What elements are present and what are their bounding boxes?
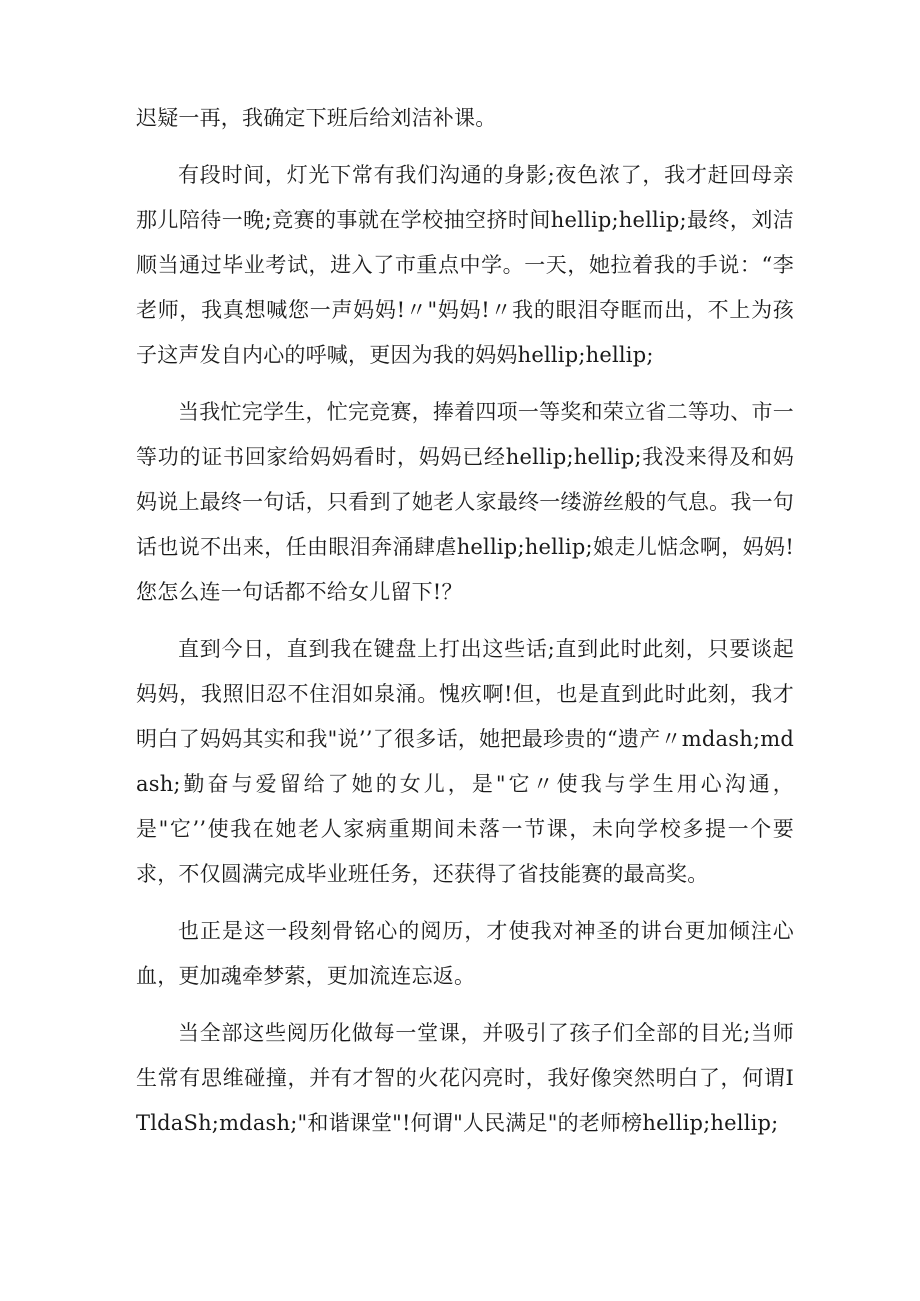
paragraph-4: 直到今日，直到我在键盘上打出这些话;直到此时此刻，只要谈起妈妈，我照旧忍不住泪如泉涌。愧疚啊!但，也是直到此时此刻，我才明白了妈妈其实和我"说’’了很多话，她把最珍贵的“遗产〃mdash;mdash;勤奋与爱留给了她的女儿，是"它〃使我与学生用心沟通，是"它’’使我在她老人家病重期间未落一节课，未向学校多提一个要求，不仅圆满完成毕业班任务，还获得了省技能赛的最高奖。 <box>136 637 794 886</box>
paragraph-2: 有段时间，灯光下常有我们沟通的身影;夜色浓了，我才赶回母亲那儿陪待一晚;竞赛的事就在学校抽空挤时间hellip;hellip;最终，刘洁顺当通过毕业考试，进入了市重点中学。一天，她拉着我的手说：“李老师，我真想喊您一声妈妈!〃"妈妈!〃我的眼泪夺眶而出，不上为孩子这声发自内心的呼喊，更因为我的妈妈hellip;hellip; <box>136 163 794 367</box>
document-body <box>136 96 794 1158</box>
paragraph-5: 也正是这一段刻骨铭心的阅历，才使我对神圣的讲台更加倾注心血，更加魂牵梦萦，更加流连忘返。 <box>136 919 794 988</box>
paragraph-6: 当全部这些阅历化做每一堂课，并吸引了孩子们全部的目光;当师生常有思维碰撞，并有才智的火花闪亮时，我好像突然明白了，何谓ITldaSh;mdash;"和谐课堂"!何谓"人民满足"的老师榜hellip;hellip; <box>136 1021 794 1135</box>
paragraph-1: 迟疑一再，我确定下班后给刘洁补课。 <box>136 106 497 130</box>
paragraph-3: 当我忙完学生，忙完竞赛，捧着四项一等奖和荣立省二等功、市一等功的证书回家给妈妈看时，妈妈已经hellip;hellip;我没来得及和妈妈说上最终一句话，只看到了她老人家最终一缕游丝般的气息。我一句话也说不出来，任由眼泪奔涌肆虐hellip;hellip;娘走儿惦念啊，妈妈!您怎么连一句话都不给女儿留下!？ <box>136 400 794 604</box>
